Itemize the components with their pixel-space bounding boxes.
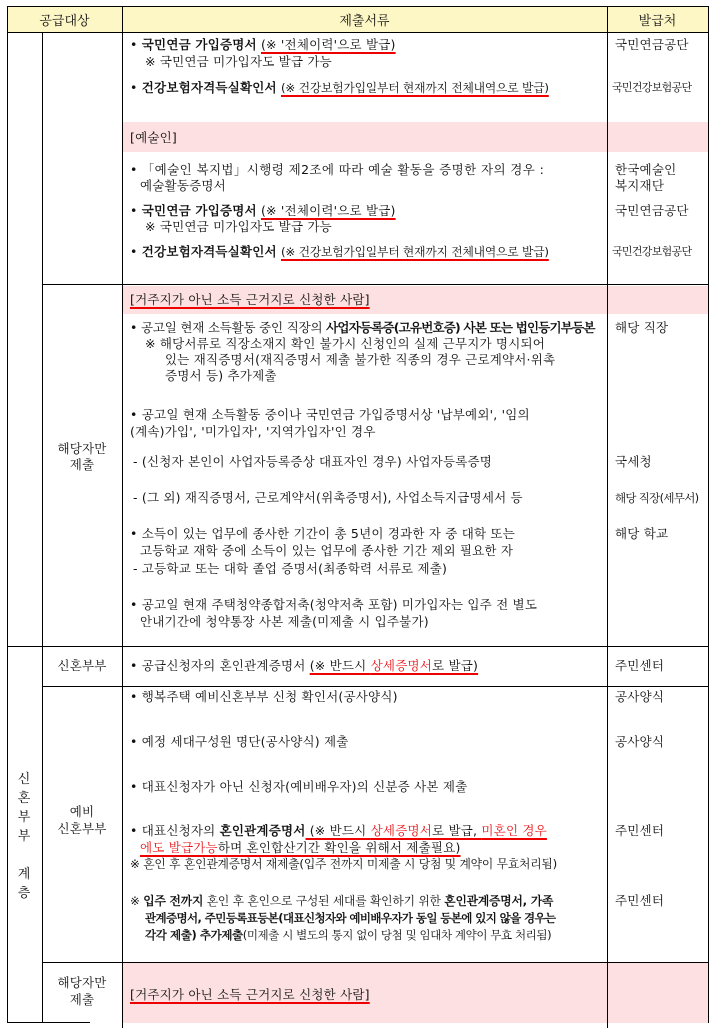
issuer: 주민센터	[615, 658, 665, 673]
issuer: 공사양식	[615, 689, 665, 704]
list-item: • 「예술인 복지법」시행령 제2조에 따라 예술 활동을 증명한 자의 경우 :	[130, 162, 545, 177]
table-right-border	[708, 6, 709, 1023]
issue-note: (※ 건강보험가입일부터 현재까지 전체내역으로 발급)	[280, 81, 549, 95]
issuer: 국민연금공단	[615, 203, 689, 218]
doc-title: 건강보험자격득실확인서	[141, 244, 277, 259]
doc-title: 국민연금 가입증명서	[141, 37, 257, 52]
header-documents: 제출서류	[339, 14, 390, 29]
issue-note: (※ 건강보험가입일부터 현재까지 전체내역으로 발급)	[280, 245, 549, 259]
header-supply-target: 공급대상	[39, 14, 90, 29]
list-item: • 건강보험자격득실확인서 (※ 건강보험가입일부터 현재까지 전체내역으로 발급)	[130, 244, 549, 259]
issuer: 공사양식	[615, 734, 665, 749]
sub-note: ※ 국민연금 미가입자도 발급 가능	[145, 54, 332, 69]
artist-heading-band	[123, 122, 708, 152]
list-item: • 공급신청자의 혼인관계증명서 (※ 반드시 상세증명서로 발급)	[130, 658, 479, 673]
row-label-only-applicable: 제출	[69, 992, 95, 1007]
issuer: 해당 직장	[615, 320, 669, 335]
issuer: 복지재단	[615, 178, 665, 193]
sub-note: ※ 혼인 후 혼인관계증명서 재제출(입주 전까지 미제출 시 당첨 및 계약이 무효처리됨)	[130, 857, 558, 871]
list-item: • 행복주택 예비신혼부부 신청 확인서(공사양식)	[130, 689, 398, 704]
col-divider	[42, 32, 43, 1023]
divider	[42, 962, 709, 963]
list-item: • 대표신청자가 아닌 신청자(예비배우자)의 신분증 사본 제출	[130, 779, 468, 794]
list-item: • 국민연금 가입증명서 (※ '전체이력'으로 발급)	[130, 203, 396, 218]
doc-title: 건강보험자격득실확인서	[141, 80, 277, 95]
issuer: 국민건강보험공단	[612, 245, 692, 258]
row-label: 제출	[69, 457, 95, 472]
issuer: 국민건강보험공단	[612, 81, 692, 94]
list-item: • 공고일 현재 소득활동 중인 직장의 사업자등록증(고유번호증) 사본 또는 법인등기부등본	[130, 320, 595, 335]
issuer: 주민센터	[615, 823, 665, 838]
list-item: • 국민연금 가입증명서 (※ '전체이력'으로 발급)	[130, 37, 396, 52]
header-bottom-border	[7, 32, 709, 33]
additional-note: ※ 입주 전까지 혼인 후 혼인으로 구성된 세대를 확인하기 위한 혼인관계증명서, 가족	[130, 894, 554, 908]
row-label: 해당자만	[57, 441, 107, 456]
list-item: • 예정 세대구성원 명단(공사양식) 제출	[130, 734, 349, 749]
nonresident-heading: [거주지가 아닌 소득 근거지로 신청한 사람]	[130, 292, 370, 307]
doc-title: 국민연금 가입증명서	[141, 203, 257, 218]
col-divider	[122, 6, 123, 1028]
issuer: 국민연금공단	[615, 37, 689, 52]
list-item: • 공고일 현재 주택청약종합저축(청약저축 포함) 미가입자는 입주 전 별도	[130, 597, 538, 612]
issuer: 국세청	[615, 454, 652, 469]
artist-heading: [예술인]	[130, 130, 177, 145]
issuer: 해당 학교	[615, 526, 669, 541]
issuer: 한국예술인	[615, 162, 677, 177]
header-issuer: 발급처	[638, 14, 677, 29]
table-bottom-border	[7, 1022, 90, 1023]
col-divider	[607, 6, 608, 1028]
issue-note: (※ '전체이력'으로 발급)	[260, 203, 396, 218]
row-label-prospective: 신혼부부	[57, 821, 107, 836]
table-top-border	[7, 6, 709, 7]
issuer: 주민센터	[615, 893, 665, 908]
issue-note: (※ '전체이력'으로 발급)	[260, 37, 396, 52]
nonresident-heading: [거주지가 아닌 소득 근거지로 신청한 사람]	[130, 987, 370, 1002]
divider	[42, 284, 709, 285]
table-left-border	[7, 6, 8, 1023]
list-item: • 공고일 현재 소득활동 중이나 국민연금 가입증명서상 '납부예외', '임의	[130, 407, 530, 422]
divider	[7, 646, 709, 647]
divider	[42, 686, 709, 687]
list-item: • 소득이 있는 업무에 종사한 기간이 총 5년이 경과한 자 중 대학 또는	[130, 526, 515, 541]
sub-note: ※ 국민연금 미가입자도 발급 가능	[145, 219, 332, 234]
group-label-newlywed-class: 신 혼 부 부 계 층	[17, 772, 31, 901]
row-label-only-applicable: 해당자만	[57, 975, 107, 990]
row-label-prospective: 예비	[69, 804, 95, 819]
row-label-newlywed: 신혼부부	[57, 658, 107, 673]
issuer: 해당 직장(세무서)	[615, 491, 699, 505]
list-item: • 건강보험자격득실확인서 (※ 건강보험가입일부터 현재까지 전체내역으로 발급)	[130, 80, 549, 95]
list-item: • 대표신청자의 혼인관계증명서 (※ 반드시 상세증명서로 발급, 미혼인 경우	[130, 823, 547, 838]
